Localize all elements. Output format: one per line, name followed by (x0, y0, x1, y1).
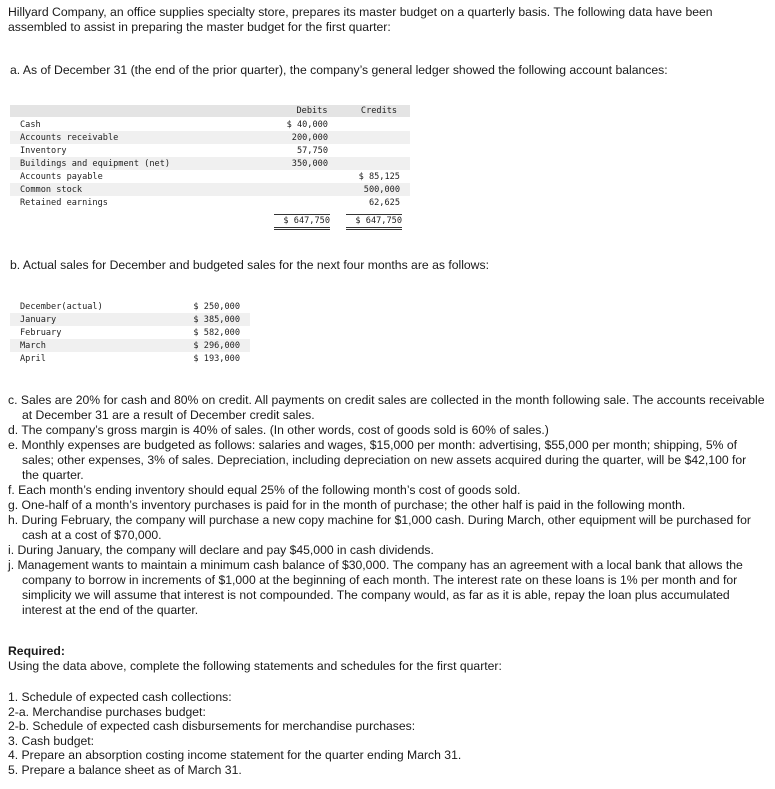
account-name: Cash (20, 120, 41, 130)
task-item: 5. Prepare a balance sheet as of March 31. (8, 762, 242, 777)
task-item: 3. Cash budget: (8, 733, 95, 748)
sales-amount: $ 582,000 (193, 328, 240, 338)
note-c: c. Sales are 20% for cash and 80% on credit. All payments on credit sales are collected in the month following sale. The accounts receivable at December 31 are a result of December credit sales. (8, 393, 765, 422)
note-g: g. One-half of a month’s inventory purchases is paid for in the month of purchase; the other half is paid in the following month. (8, 498, 686, 512)
total-debit: $ 647,750 (274, 214, 330, 230)
section-a-heading: a. As of December 31 (the end of the prior quarter), the company’s general ledger showed the following account balances: (10, 63, 668, 77)
note-h: h. During February, the company will purchase a new copy machine for $1,000 cash. During March, other equipment will be purchased for cash at a cost of $70,000. (8, 513, 751, 542)
ledger-row (10, 183, 410, 196)
note-f: f. Each month’s ending inventory should equal 25% of the following month’s cost of goods sold. (8, 483, 521, 497)
ledger-row (10, 144, 410, 157)
sales-row (10, 326, 250, 339)
task-item: 4. Prepare an absorption costing income statement for the quarter ending March 31. (8, 748, 462, 762)
credit-value: $ 85,125 (358, 172, 400, 182)
credits-header: Credits (360, 106, 398, 116)
sales-month: February (20, 328, 62, 338)
sales-month: March (20, 341, 46, 351)
account-name: Buildings and equipment (net) (20, 159, 171, 169)
note-i: i. During January, the company will declare and pay $45,000 in cash dividends. (8, 543, 434, 557)
note-d: d. The company’s gross margin is 40% of sales. (In other words, cost of goods sold is 60% of sales.) (8, 423, 549, 437)
sales-table (10, 300, 250, 366)
task-item: 2-b. Schedule of expected cash disbursements for merchandise purchases: (8, 719, 416, 733)
sales-row (10, 352, 250, 365)
sales-amount: $ 193,000 (193, 354, 240, 364)
account-name: Accounts payable (20, 172, 103, 182)
required-section (8, 644, 768, 673)
sales-row (10, 339, 250, 352)
required-instruction: Using the data above, complete the following statements and schedules for the first quarter: (8, 658, 502, 673)
sales-row (10, 300, 250, 313)
sales-amount: $ 296,000 (193, 341, 240, 351)
ledger-row (10, 157, 410, 170)
notes-list (8, 393, 766, 618)
ledger-row (10, 131, 410, 144)
task-list (8, 690, 768, 777)
debit-value: $ 40,000 (286, 120, 328, 130)
ledger-row (10, 118, 410, 131)
debit-value: 200,000 (291, 133, 328, 143)
sales-amount: $ 250,000 (193, 302, 240, 312)
account-name: Common stock (20, 185, 83, 195)
note-e: e. Monthly expenses are budgeted as follows: salaries and wages, $15,000 per month: advertising, $55,000 per month; shipping, 5% of sales; other expenses, 3% of sales. Depreciation, including depreciation on new assets acquired during the quarter, will be $42,100 for the quarter. (8, 438, 747, 482)
debits-header: Debits (296, 106, 328, 116)
required-title: Required: (8, 644, 65, 658)
ledger-row (10, 196, 410, 209)
credit-value: 62,625 (368, 198, 400, 208)
total-credit: $ 647,750 (346, 214, 402, 230)
debit-value: 350,000 (291, 159, 328, 169)
ledger-table (10, 105, 410, 227)
task-item: 1. Schedule of expected cash collections: (8, 690, 232, 704)
account-name: Inventory (20, 146, 67, 156)
intro-paragraph: Hillyard Company, an office supplies specialty store, prepares its master budget on a quarterly basis. The following data have been assembled to assist in preparing the master budget for the first quarter: (8, 5, 713, 34)
credit-value: 500,000 (363, 185, 400, 195)
sales-month: January (20, 315, 57, 325)
ledger-total-row (10, 210, 410, 227)
sales-row (10, 313, 250, 326)
section-b-heading: b. Actual sales for December and budgeted sales for the next four months are as follows: (10, 258, 489, 272)
task-item: 2-a. Merchandise purchases budget: (8, 704, 206, 719)
debit-value: 57,750 (296, 146, 328, 156)
sales-month: April (20, 354, 46, 364)
ledger-header (10, 105, 410, 117)
account-name: Accounts receivable (20, 133, 119, 143)
sales-month: December(actual) (20, 302, 103, 312)
note-j: j. Management wants to maintain a minimum cash balance of $30,000. The company has an agreement with a local bank that allows the company to borrow in increments of $1,000 at the beginning of each month. The interest rate on these loans is 1% per month and for simplicity we will assume that interest is not compounded. The company would, as far as it is able, repay the loan plus accumulated interest at the end of the quarter. (8, 558, 743, 617)
account-name: Retained earnings (20, 198, 108, 208)
sales-amount: $ 385,000 (193, 315, 240, 325)
ledger-row (10, 170, 410, 183)
